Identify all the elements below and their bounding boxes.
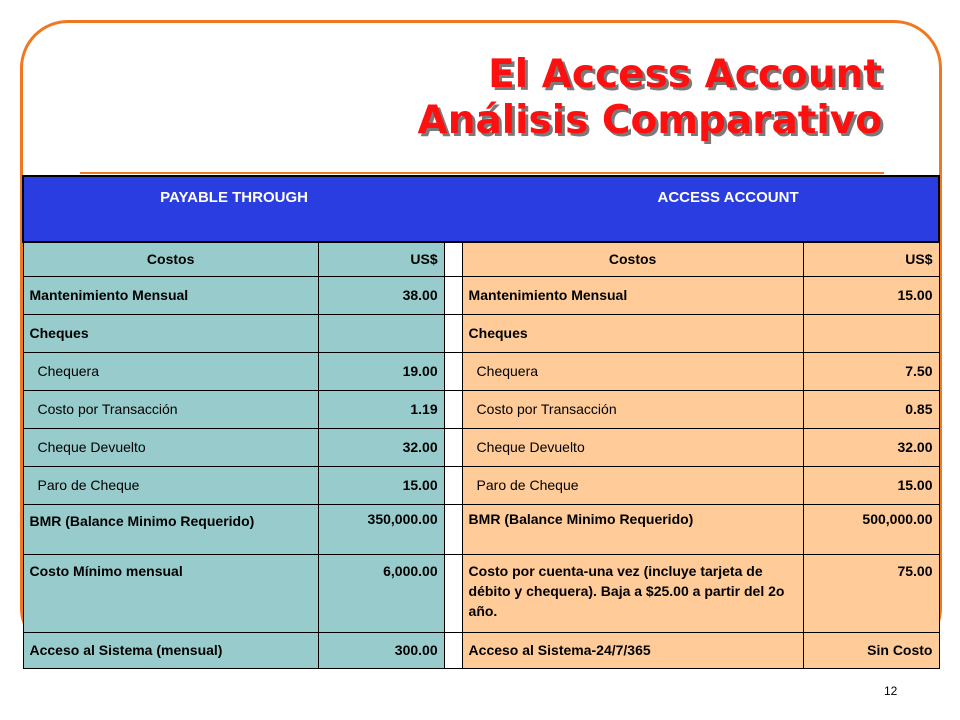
left-value: 350,000.00	[318, 504, 444, 554]
right-value: 15.00	[803, 276, 939, 314]
table-row	[23, 504, 939, 554]
left-label: Costo Mínimo mensual	[23, 554, 318, 632]
right-value: Sin Costo	[803, 632, 939, 668]
table-row	[23, 428, 939, 466]
comparison-table	[22, 175, 940, 669]
right-label: Mantenimiento Mensual	[462, 276, 803, 314]
left-value: 1.19	[318, 390, 444, 428]
table-row	[23, 466, 939, 504]
left-value: 19.00	[318, 352, 444, 390]
right-label: Paro de Cheque	[462, 466, 803, 504]
left-value: 6,000.00	[318, 554, 444, 632]
right-label: Acceso al Sistema-24/7/365	[462, 632, 803, 668]
access-account-header: ACCESS ACCOUNT	[657, 189, 799, 206]
left-costs-header: Costos	[23, 242, 318, 276]
gap-cell	[444, 428, 462, 466]
left-label: Cheque Devuelto	[23, 428, 318, 466]
right-label: BMR (Balance Minimo Requerido)	[462, 504, 803, 554]
right-costs-header: Costos	[462, 242, 803, 276]
gap-cell	[444, 242, 462, 276]
right-value: 0.85	[803, 390, 939, 428]
left-usd-header: US$	[318, 242, 444, 276]
right-usd-header: US$	[803, 242, 939, 276]
right-label: Chequera	[462, 352, 803, 390]
left-value	[318, 314, 444, 352]
page-number: 12	[884, 684, 898, 698]
left-value: 15.00	[318, 466, 444, 504]
table-row	[23, 352, 939, 390]
right-value: 75.00	[803, 554, 939, 632]
title-line-1: El Access Account	[488, 52, 882, 97]
left-label: Chequera	[23, 352, 318, 390]
right-value: 15.00	[803, 466, 939, 504]
table-row	[23, 314, 939, 352]
title-line-2: Análisis Comparativo	[417, 98, 882, 143]
left-label: Mantenimiento Mensual	[23, 276, 318, 314]
table-header-row	[23, 176, 939, 242]
left-label: BMR (Balance Minimo Requerido)	[23, 504, 318, 554]
gap-cell	[444, 390, 462, 428]
title-divider	[80, 172, 884, 174]
table-row	[23, 390, 939, 428]
gap-cell	[444, 466, 462, 504]
table-row	[23, 554, 939, 632]
left-value: 38.00	[318, 276, 444, 314]
table-row	[23, 632, 939, 668]
left-value: 300.00	[318, 632, 444, 668]
left-label: Cheques	[23, 314, 318, 352]
right-value: 500,000.00	[803, 504, 939, 554]
left-value: 32.00	[318, 428, 444, 466]
right-value	[803, 314, 939, 352]
right-label: Cheque Devuelto	[462, 428, 803, 466]
gap-cell	[444, 276, 462, 314]
gap-cell	[444, 504, 462, 554]
column-header-row	[23, 242, 939, 276]
slide-title	[418, 52, 882, 144]
table-row	[23, 276, 939, 314]
right-value: 7.50	[803, 352, 939, 390]
right-label: Costo por Transacción	[462, 390, 803, 428]
right-label: Cheques	[462, 314, 803, 352]
gap-cell	[444, 632, 462, 668]
gap-cell	[444, 352, 462, 390]
left-label: Costo por Transacción	[23, 390, 318, 428]
right-value: 32.00	[803, 428, 939, 466]
gap-cell	[444, 554, 462, 632]
gap-cell	[444, 314, 462, 352]
right-label: Costo por cuenta-una vez (incluye tarjeta de débito y chequera). Baja a $25.00 a partir del 2o año.	[462, 554, 803, 632]
payable-through-header: PAYABLE THROUGH	[160, 189, 308, 206]
left-label: Acceso al Sistema (mensual)	[23, 632, 318, 668]
left-label: Paro de Cheque	[23, 466, 318, 504]
